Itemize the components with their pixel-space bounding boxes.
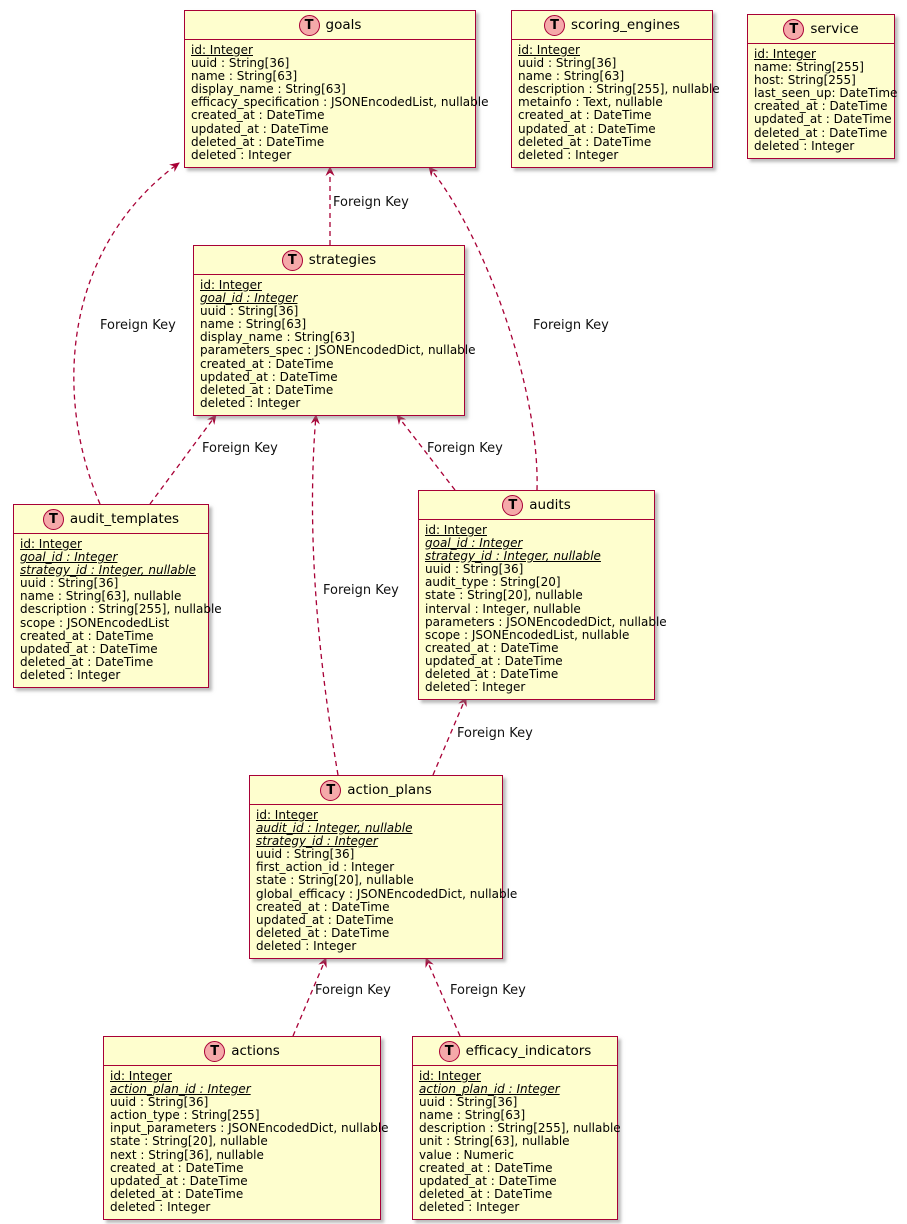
table-title-bar — [185, 11, 475, 40]
field-row: id: Integer — [20, 537, 82, 551]
field-row: goal_id : Integer — [425, 536, 523, 551]
field-row: audit_id : Integer, nullable — [256, 821, 413, 836]
field-row: audit_type : String[20] — [425, 575, 561, 590]
table-type-icon: T — [43, 509, 64, 530]
field-row: deleted : Integer — [110, 1199, 211, 1214]
field-row: deleted : Integer — [256, 938, 357, 953]
table-fields — [14, 534, 222, 687]
field-row: deleted_at : DateTime — [754, 125, 888, 140]
field-row: id: Integer — [425, 523, 487, 537]
field-row: deleted_at : DateTime — [20, 654, 154, 669]
field-row: updated_at : DateTime — [110, 1173, 248, 1188]
field-row: name : String[63] — [518, 69, 625, 84]
relation-label: Foreign Key — [323, 583, 399, 598]
table-service — [747, 14, 898, 159]
field-row: strategy_id : Integer, nullable — [425, 549, 601, 564]
relation-label: Foreign Key — [315, 983, 391, 998]
field-row: description : String[255], nullable — [518, 82, 720, 97]
field-row: uuid : String[36] — [110, 1095, 209, 1110]
field-row: strategy_id : Integer — [256, 834, 378, 849]
field-row: metainfo : Text, nullable — [518, 95, 663, 110]
field-row: id: Integer — [110, 1069, 172, 1083]
field-row: updated_at : DateTime — [256, 912, 394, 927]
table-fields — [185, 40, 489, 167]
field-row: created_at : DateTime — [20, 628, 154, 643]
table-fields — [104, 1066, 389, 1219]
table-type-icon: T — [320, 780, 341, 801]
table-title-bar — [419, 491, 654, 520]
table-efficacy_indicators — [412, 1036, 621, 1220]
field-row: display_name : String[63] — [200, 330, 355, 345]
field-row: deleted : Integer — [191, 147, 292, 162]
field-row: created_at : DateTime — [110, 1160, 244, 1175]
field-row: host: String[255] — [754, 73, 856, 88]
field-row: id: Integer — [191, 43, 253, 57]
table-title-bar — [14, 505, 208, 534]
table-goals — [184, 10, 489, 168]
table-type-icon: T — [204, 1041, 225, 1062]
table-fields — [419, 520, 667, 699]
field-row: updated_at : DateTime — [518, 121, 656, 136]
field-row: parameters : JSONEncodedDict, nullable — [425, 614, 667, 629]
field-row: updated_at : DateTime — [425, 653, 563, 668]
table-audit_templates — [13, 504, 222, 688]
field-row: deleted : Integer — [419, 1199, 520, 1214]
field-row: updated_at : DateTime — [191, 121, 329, 136]
table-name: audit_templates — [69, 511, 180, 527]
relation-label: Foreign Key — [450, 983, 526, 998]
field-row: created_at : DateTime — [256, 899, 390, 914]
field-row: display_name : String[63] — [191, 82, 346, 97]
field-row: name: String[255] — [754, 60, 864, 75]
field-row: deleted_at : DateTime — [191, 134, 325, 149]
field-row: created_at : DateTime — [191, 108, 325, 123]
field-row: id: Integer — [200, 278, 262, 292]
table-fields — [748, 44, 898, 158]
relation-label: Foreign Key — [457, 726, 533, 741]
relation-label: Foreign Key — [533, 318, 609, 333]
field-row: action_type : String[255] — [110, 1108, 260, 1123]
field-row: uuid : String[36] — [425, 562, 524, 577]
field-row: updated_at : DateTime — [419, 1173, 557, 1188]
field-row: deleted : Integer — [20, 667, 121, 682]
field-row: name : String[63] — [200, 317, 307, 332]
field-row: uuid : String[36] — [20, 576, 119, 591]
table-fields — [512, 40, 720, 167]
field-row: name : String[63] — [191, 69, 298, 84]
field-row: value : Numeric — [419, 1147, 514, 1162]
field-row: action_plan_id : Integer — [419, 1082, 560, 1097]
table-title-bar — [413, 1037, 617, 1066]
field-row: goal_id : Integer — [200, 291, 298, 306]
table-name: scoring_engines — [571, 17, 680, 33]
field-row: strategy_id : Integer, nullable — [20, 563, 196, 578]
table-type-icon: T — [783, 19, 804, 40]
field-row: action_plan_id : Integer — [110, 1082, 251, 1097]
field-row: description : String[255], nullable — [20, 602, 222, 617]
field-row: deleted_at : DateTime — [425, 667, 559, 682]
relation-label: Foreign Key — [100, 318, 176, 333]
table-title-bar — [748, 15, 894, 44]
field-row: id: Integer — [256, 808, 318, 822]
field-row: scope : JSONEncodedList, nullable — [425, 627, 630, 642]
field-row: input_parameters : JSONEncodedDict, nullable — [110, 1121, 389, 1136]
field-row: deleted : Integer — [518, 147, 619, 162]
field-row: description : String[255], nullable — [419, 1121, 621, 1136]
relation-label: Foreign Key — [333, 195, 409, 210]
field-row: uuid : String[36] — [518, 56, 617, 71]
field-row: updated_at : DateTime — [754, 112, 892, 127]
table-fields — [250, 805, 518, 958]
field-row: id: Integer — [518, 43, 580, 57]
field-row: name : String[63] — [419, 1108, 526, 1123]
table-strategies — [193, 245, 476, 416]
field-row: uuid : String[36] — [256, 847, 355, 862]
table-scoring_engines — [511, 10, 720, 168]
field-row: deleted_at : DateTime — [256, 925, 390, 940]
table-title-bar — [250, 776, 502, 805]
table-title-bar — [104, 1037, 380, 1066]
table-type-icon: T — [544, 15, 565, 36]
relation-audit_templates-to-strategies — [150, 415, 216, 504]
field-row: first_action_id : Integer — [256, 860, 395, 875]
field-row: next : String[36], nullable — [110, 1147, 264, 1162]
field-row: created_at : DateTime — [200, 356, 334, 371]
field-row: created_at : DateTime — [754, 99, 888, 114]
table-audits — [418, 490, 667, 700]
field-row: uuid : String[36] — [419, 1095, 518, 1110]
field-row: last_seen_up: DateTime — [754, 86, 898, 101]
field-row: deleted_at : DateTime — [110, 1186, 244, 1201]
table-name: service — [810, 21, 859, 37]
field-row: updated_at : DateTime — [20, 641, 158, 656]
field-row: state : String[20], nullable — [110, 1134, 268, 1149]
table-name: strategies — [308, 252, 377, 268]
field-row: created_at : DateTime — [419, 1160, 553, 1175]
field-row: goal_id : Integer — [20, 550, 118, 565]
field-row: deleted_at : DateTime — [518, 134, 652, 149]
field-row: uuid : String[36] — [200, 304, 299, 319]
field-row: state : String[20], nullable — [256, 873, 414, 888]
field-row: created_at : DateTime — [425, 640, 559, 655]
table-name: efficacy_indicators — [465, 1043, 592, 1059]
table-fields — [194, 275, 476, 415]
field-row: deleted : Integer — [200, 395, 301, 410]
field-row: created_at : DateTime — [518, 108, 652, 123]
table-title-bar — [194, 246, 464, 275]
field-row: updated_at : DateTime — [200, 369, 338, 384]
field-row: uuid : String[36] — [191, 56, 290, 71]
field-row: deleted_at : DateTime — [200, 382, 334, 397]
relation-audit_templates-to-goals — [74, 163, 179, 504]
table-title-bar — [512, 11, 712, 40]
field-row: scope : JSONEncodedList — [20, 615, 170, 630]
field-row: name : String[63], nullable — [20, 589, 182, 604]
field-row: id: Integer — [419, 1069, 481, 1083]
table-action_plans — [249, 775, 518, 959]
field-row: unit : String[63], nullable — [419, 1134, 570, 1149]
field-row: deleted_at : DateTime — [419, 1186, 553, 1201]
table-type-icon: T — [299, 15, 320, 36]
relation-label: Foreign Key — [202, 441, 278, 456]
field-row: efficacy_specification : JSONEncodedList, nullable — [191, 95, 489, 110]
field-row: state : String[20], nullable — [425, 588, 583, 603]
field-row: interval : Integer, nullable — [425, 601, 581, 616]
field-row: deleted : Integer — [425, 680, 526, 695]
table-name: audits — [529, 497, 571, 513]
table-type-icon: T — [502, 495, 523, 516]
field-row: parameters_spec : JSONEncodedDict, nullable — [200, 343, 476, 358]
table-type-icon: T — [282, 250, 303, 271]
field-row: global_efficacy : JSONEncodedDict, nullable — [256, 886, 518, 901]
table-name: actions — [231, 1043, 280, 1059]
table-fields — [413, 1066, 621, 1219]
table-name: goals — [325, 17, 362, 33]
relation-label: Foreign Key — [427, 441, 503, 456]
field-row: deleted : Integer — [754, 138, 855, 153]
table-type-icon: T — [439, 1041, 460, 1062]
field-row: id: Integer — [754, 47, 816, 61]
table-actions — [103, 1036, 389, 1220]
table-name: action_plans — [347, 782, 432, 798]
